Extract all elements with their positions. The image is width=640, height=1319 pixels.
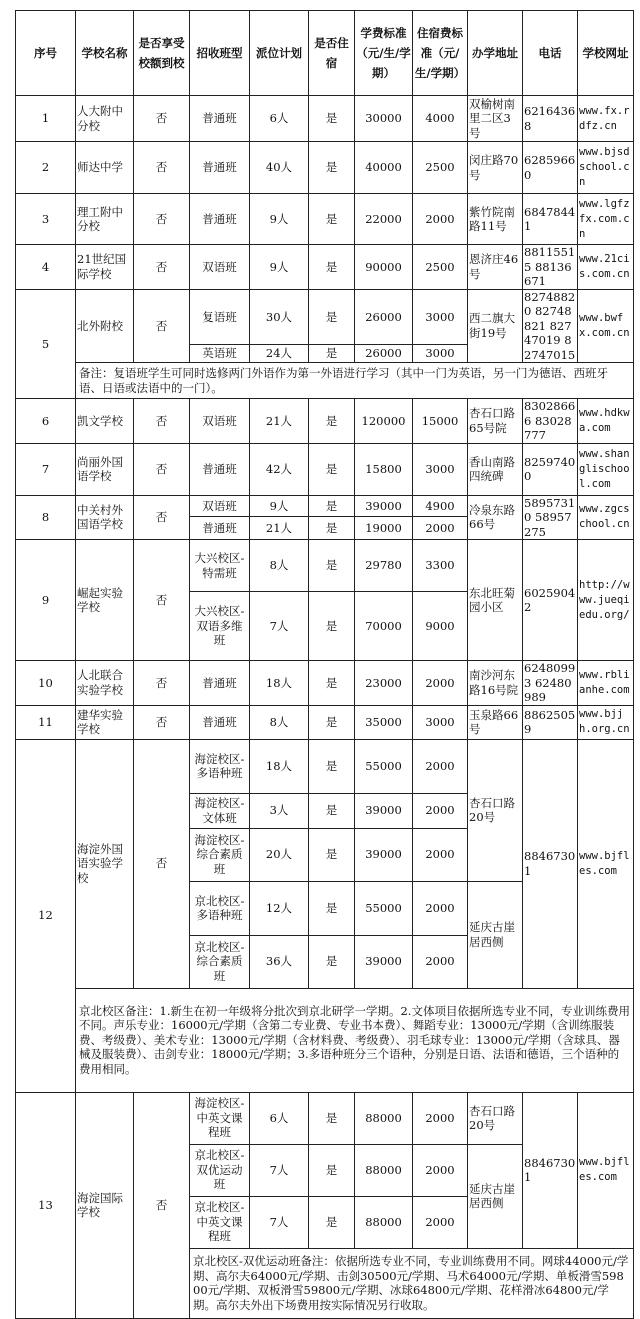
cell-tuition: 88000	[355, 1196, 413, 1248]
cell-tuition: 22000	[355, 194, 413, 245]
cell-address: 双榆树南里二区3号	[468, 96, 523, 142]
cell-lodging-fee: 3000	[413, 443, 468, 495]
cell-tuition: 39000	[355, 828, 413, 881]
cell-tuition: 19000	[355, 517, 413, 540]
cell-boarding: 是	[309, 443, 355, 495]
cell-plan: 6人	[250, 1092, 309, 1144]
table-row	[16, 289, 634, 345]
cell-plan: 40人	[250, 142, 309, 194]
cell-plan: 8人	[250, 540, 309, 592]
cell-lodging-fee: 3300	[413, 540, 468, 592]
cell-tuition: 120000	[355, 399, 413, 444]
cell-no: 7	[16, 443, 76, 495]
school-admission-table	[15, 10, 634, 1319]
cell-website: http://www.jueqiedu.org/	[578, 540, 634, 661]
table-row	[16, 443, 634, 495]
cell-plan: 7人	[250, 592, 309, 661]
cell-class-type: 海淀校区-文体班	[190, 793, 250, 828]
table-row	[16, 96, 634, 142]
cell-lodging-fee: 2000	[413, 1144, 468, 1196]
cell-tuition: 70000	[355, 592, 413, 661]
cell-class-type: 京北校区-中英文课程班	[190, 1196, 250, 1248]
cell-school-name: 崛起实验学校	[76, 540, 134, 661]
cell-class-type: 普通班	[190, 96, 250, 142]
table-row	[16, 1092, 634, 1144]
header-phone: 电话	[523, 11, 578, 96]
cell-class-type: 普通班	[190, 194, 250, 245]
cell-tuition: 90000	[355, 245, 413, 290]
cell-boarding: 是	[309, 345, 355, 363]
cell-no: 9	[16, 540, 76, 661]
cell-quota: 否	[134, 289, 190, 363]
cell-tuition: 23000	[355, 661, 413, 706]
cell-no: 4	[16, 245, 76, 290]
cell-boarding: 是	[309, 592, 355, 661]
cell-plan: 18人	[250, 661, 309, 706]
cell-lodging-fee: 9000	[413, 592, 468, 661]
cell-phone: 62480993 62480989	[523, 661, 578, 706]
cell-school-name: 21世纪国际学校	[76, 245, 134, 290]
cell-quota: 否	[134, 661, 190, 706]
cell-website: www.hdkwa.com	[578, 399, 634, 444]
cell-quota: 否	[134, 194, 190, 245]
table-row	[16, 142, 634, 194]
table-row	[16, 495, 634, 517]
cell-lodging-fee: 2500	[413, 245, 468, 290]
table-row	[16, 661, 634, 706]
cell-tuition: 26000	[355, 289, 413, 345]
cell-lodging-fee: 3000	[413, 705, 468, 739]
cell-website: www.21cis.com.cn	[578, 245, 634, 290]
cell-website: www.bjjh.org.cn	[578, 705, 634, 739]
cell-class-type: 海淀校区-中英文课程班	[190, 1092, 250, 1144]
cell-class-type: 普通班	[190, 661, 250, 706]
cell-no: 3	[16, 194, 76, 245]
cell-plan: 6人	[250, 96, 309, 142]
cell-boarding: 是	[309, 540, 355, 592]
table-row	[16, 705, 634, 739]
cell-class-type: 普通班	[190, 142, 250, 194]
cell-plan: 36人	[250, 935, 309, 988]
cell-website: www.fx.rdfz.cn	[578, 96, 634, 142]
cell-boarding: 是	[309, 828, 355, 881]
cell-class-type: 海淀校区-多语种班	[190, 739, 250, 793]
header-lodging-fee: 住宿费标准（元/生/学期）	[413, 11, 468, 96]
cell-address: 紫竹院南路11号	[468, 194, 523, 245]
note-cell: 备注：复语班学生可同时选修两门外语作为第一外语进行学习（其中一门为英语，另一门为德语、西班牙语、日语或法语中的一门）。	[76, 363, 634, 399]
cell-school-name: 人大附中分校	[76, 96, 134, 142]
cell-boarding: 是	[309, 495, 355, 517]
cell-quota: 否	[134, 1092, 190, 1318]
cell-boarding: 是	[309, 661, 355, 706]
cell-address: 延庆古崖居西侧	[468, 881, 523, 988]
cell-plan: 8人	[250, 705, 309, 739]
table-row	[16, 739, 634, 793]
note-cell: 京北校区-双优运动班备注：依据所选专业不同，专业训练费用不同。网球44000元/学期、高尔夫64000元/学期、击剑30500元/学期、马术64000元/学期、单板滑雪59800元/学期、双板滑雪59800元/学期、冰球64800元/学期、花样滑冰64800元/学期。高尔夫外出下场费用按实际情况另行收取。	[190, 1248, 634, 1318]
cell-boarding: 是	[309, 96, 355, 142]
cell-quota: 否	[134, 399, 190, 444]
cell-class-type: 海淀校区-综合素质班	[190, 828, 250, 881]
cell-phone: 82597400	[523, 443, 578, 495]
header-website: 学校网址	[578, 11, 634, 96]
cell-phone: 62164368	[523, 96, 578, 142]
header-row	[16, 11, 634, 96]
cell-tuition: 29780	[355, 540, 413, 592]
cell-quota: 否	[134, 705, 190, 739]
cell-school-name: 尚丽外国语学校	[76, 443, 134, 495]
cell-no: 13	[16, 1092, 76, 1318]
cell-boarding: 是	[309, 245, 355, 290]
cell-plan: 3人	[250, 793, 309, 828]
cell-tuition: 39000	[355, 495, 413, 517]
cell-quota: 否	[134, 739, 190, 988]
cell-lodging-fee: 2500	[413, 142, 468, 194]
header-plan: 派位计划	[250, 11, 309, 96]
cell-lodging-fee: 2000	[413, 1092, 468, 1144]
header-class-type: 招收班型	[190, 11, 250, 96]
cell-quota: 否	[134, 142, 190, 194]
cell-plan: 42人	[250, 443, 309, 495]
cell-address: 杏石口路20号	[468, 739, 523, 881]
header-quota: 是否享受校额到校	[134, 11, 190, 96]
cell-quota: 否	[134, 245, 190, 290]
cell-plan: 9人	[250, 245, 309, 290]
cell-boarding: 是	[309, 399, 355, 444]
cell-plan: 9人	[250, 194, 309, 245]
cell-website: www.shanglischool.com	[578, 443, 634, 495]
cell-no: 6	[16, 399, 76, 444]
cell-lodging-fee: 2000	[413, 881, 468, 935]
cell-tuition: 26000	[355, 345, 413, 363]
cell-class-type: 普通班	[190, 517, 250, 540]
cell-quota: 否	[134, 443, 190, 495]
cell-lodging-fee: 2000	[413, 661, 468, 706]
note-row	[16, 988, 634, 1092]
cell-boarding: 是	[309, 705, 355, 739]
cell-class-type: 普通班	[190, 443, 250, 495]
cell-tuition: 40000	[355, 142, 413, 194]
cell-class-type: 复语班	[190, 289, 250, 345]
cell-address: 杏石口路65号院	[468, 399, 523, 444]
cell-lodging-fee: 3000	[413, 345, 468, 363]
cell-website: www.zgcschool.cn	[578, 495, 634, 540]
cell-plan: 30人	[250, 289, 309, 345]
cell-quota: 否	[134, 96, 190, 142]
cell-website: www.bwfx.com.cn	[578, 289, 634, 363]
cell-phone: 82748820 82748821 82747019 82747015	[523, 289, 578, 363]
cell-phone: 83028666 83028777	[523, 399, 578, 444]
cell-class-type: 双语班	[190, 399, 250, 444]
cell-address: 玉泉路66号	[468, 705, 523, 739]
cell-phone: 88467301	[523, 1092, 578, 1248]
cell-phone: 58957310 58957275	[523, 495, 578, 540]
cell-tuition: 88000	[355, 1144, 413, 1196]
cell-plan: 18人	[250, 739, 309, 793]
cell-no: 11	[16, 705, 76, 739]
admission-table-page	[15, 10, 633, 1319]
cell-phone: 62859660	[523, 142, 578, 194]
cell-boarding: 是	[309, 935, 355, 988]
cell-address: 南沙河东路16号院	[468, 661, 523, 706]
cell-address: 闵庄路70号	[468, 142, 523, 194]
cell-no: 12	[16, 739, 76, 1092]
cell-lodging-fee: 2000	[413, 935, 468, 988]
cell-school-name: 人北联合实验学校	[76, 661, 134, 706]
cell-lodging-fee: 4000	[413, 96, 468, 142]
cell-address: 冷泉东路66号	[468, 495, 523, 540]
cell-boarding: 是	[309, 1092, 355, 1144]
cell-tuition: 35000	[355, 705, 413, 739]
cell-address: 西二旗大街19号	[468, 289, 523, 363]
cell-school-name: 凯文学校	[76, 399, 134, 444]
cell-no: 8	[16, 495, 76, 540]
cell-plan: 21人	[250, 399, 309, 444]
cell-boarding: 是	[309, 881, 355, 935]
cell-boarding: 是	[309, 517, 355, 540]
cell-tuition: 30000	[355, 96, 413, 142]
table-row	[16, 540, 634, 592]
table-row	[16, 194, 634, 245]
cell-phone: 68478441	[523, 194, 578, 245]
cell-lodging-fee: 3000	[413, 289, 468, 345]
cell-school-name: 建华实验学校	[76, 705, 134, 739]
cell-class-type: 京北校区-综合素质班	[190, 935, 250, 988]
cell-lodging-fee: 2000	[413, 828, 468, 881]
cell-phone: 88625059	[523, 705, 578, 739]
cell-no: 1	[16, 96, 76, 142]
cell-address: 恩济庄46号	[468, 245, 523, 290]
cell-address: 杏石口路20号	[468, 1092, 523, 1144]
cell-class-type: 英语班	[190, 345, 250, 363]
cell-plan: 12人	[250, 881, 309, 935]
cell-class-type: 京北校区-多语种班	[190, 881, 250, 935]
header-no: 序号	[16, 11, 76, 96]
header-address: 办学地址	[468, 11, 523, 96]
cell-class-type: 双语班	[190, 495, 250, 517]
table-row	[16, 399, 634, 444]
cell-website: www.bjfles.com	[578, 739, 634, 988]
note-row	[16, 363, 634, 399]
cell-class-type: 普通班	[190, 705, 250, 739]
cell-phone: 60259042	[523, 540, 578, 661]
cell-address: 香山南路四统碑	[468, 443, 523, 495]
cell-school-name: 中关村外国语学校	[76, 495, 134, 540]
cell-school-name: 海淀国际学校	[76, 1092, 134, 1318]
header-school-name: 学校名称	[76, 11, 134, 96]
cell-lodging-fee: 4900	[413, 495, 468, 517]
cell-school-name: 海淀外国语实验学校	[76, 739, 134, 988]
header-tuition: 学费标准（元/生/学期）	[355, 11, 413, 96]
cell-plan: 20人	[250, 828, 309, 881]
cell-boarding: 是	[309, 289, 355, 345]
cell-lodging-fee: 2000	[413, 194, 468, 245]
cell-tuition: 55000	[355, 739, 413, 793]
cell-website: www.bjsdschool.cn	[578, 142, 634, 194]
cell-no: 10	[16, 661, 76, 706]
cell-boarding: 是	[309, 1144, 355, 1196]
cell-lodging-fee: 2000	[413, 739, 468, 793]
cell-website: www.bjfles.com	[578, 1092, 634, 1248]
cell-tuition: 39000	[355, 793, 413, 828]
cell-website: www.rblianhe.com	[578, 661, 634, 706]
cell-plan: 9人	[250, 495, 309, 517]
cell-quota: 否	[134, 540, 190, 661]
cell-phone: 88467301	[523, 739, 578, 988]
cell-boarding: 是	[309, 739, 355, 793]
cell-boarding: 是	[309, 793, 355, 828]
table-row	[16, 245, 634, 290]
header-boarding: 是否住宿	[309, 11, 355, 96]
cell-class-type: 大兴校区-特需班	[190, 540, 250, 592]
cell-no: 2	[16, 142, 76, 194]
note-cell: 京北校区备注：1.新生在初一年级将分批次到京北研学一学期。2.文体项目依据所选专业不同，专业训练费用不同。声乐专业：16000元/学期（含第二专业费、专业书本费）、舞蹈专业：13000元/学期（含训练服装费、考级费）、美术专业：13000元/学期（含材料费、考级费）、羽毛球专业：13000元/学期（含球具、器械及服装费）、击剑专业：18000元/学期；3.多语种班分三个语种，分别是日语、法语和德语，三个语种的费用相同。	[76, 988, 634, 1092]
cell-no: 5	[16, 289, 76, 399]
cell-tuition: 15800	[355, 443, 413, 495]
cell-boarding: 是	[309, 194, 355, 245]
cell-class-type: 京北校区-双优运动班	[190, 1144, 250, 1196]
cell-school-name: 师达中学	[76, 142, 134, 194]
cell-plan: 7人	[250, 1144, 309, 1196]
cell-tuition: 88000	[355, 1092, 413, 1144]
cell-address: 东北旺菊园小区	[468, 540, 523, 661]
cell-school-name: 北外附校	[76, 289, 134, 363]
cell-plan: 21人	[250, 517, 309, 540]
cell-quota: 否	[134, 495, 190, 540]
cell-class-type: 双语班	[190, 245, 250, 290]
cell-lodging-fee: 2000	[413, 793, 468, 828]
cell-tuition: 55000	[355, 881, 413, 935]
cell-address: 延庆古崖居西侧	[468, 1144, 523, 1248]
cell-plan: 24人	[250, 345, 309, 363]
cell-school-name: 理工附中分校	[76, 194, 134, 245]
cell-lodging-fee: 2000	[413, 517, 468, 540]
cell-plan: 7人	[250, 1196, 309, 1248]
cell-tuition: 39000	[355, 935, 413, 988]
cell-website: www.lgfzfx.com.cn	[578, 194, 634, 245]
cell-boarding: 是	[309, 142, 355, 194]
cell-lodging-fee: 2000	[413, 1196, 468, 1248]
cell-boarding: 是	[309, 1196, 355, 1248]
cell-lodging-fee: 15000	[413, 399, 468, 444]
cell-phone: 88115515 88136671	[523, 245, 578, 290]
cell-class-type: 大兴校区-双语多维班	[190, 592, 250, 661]
